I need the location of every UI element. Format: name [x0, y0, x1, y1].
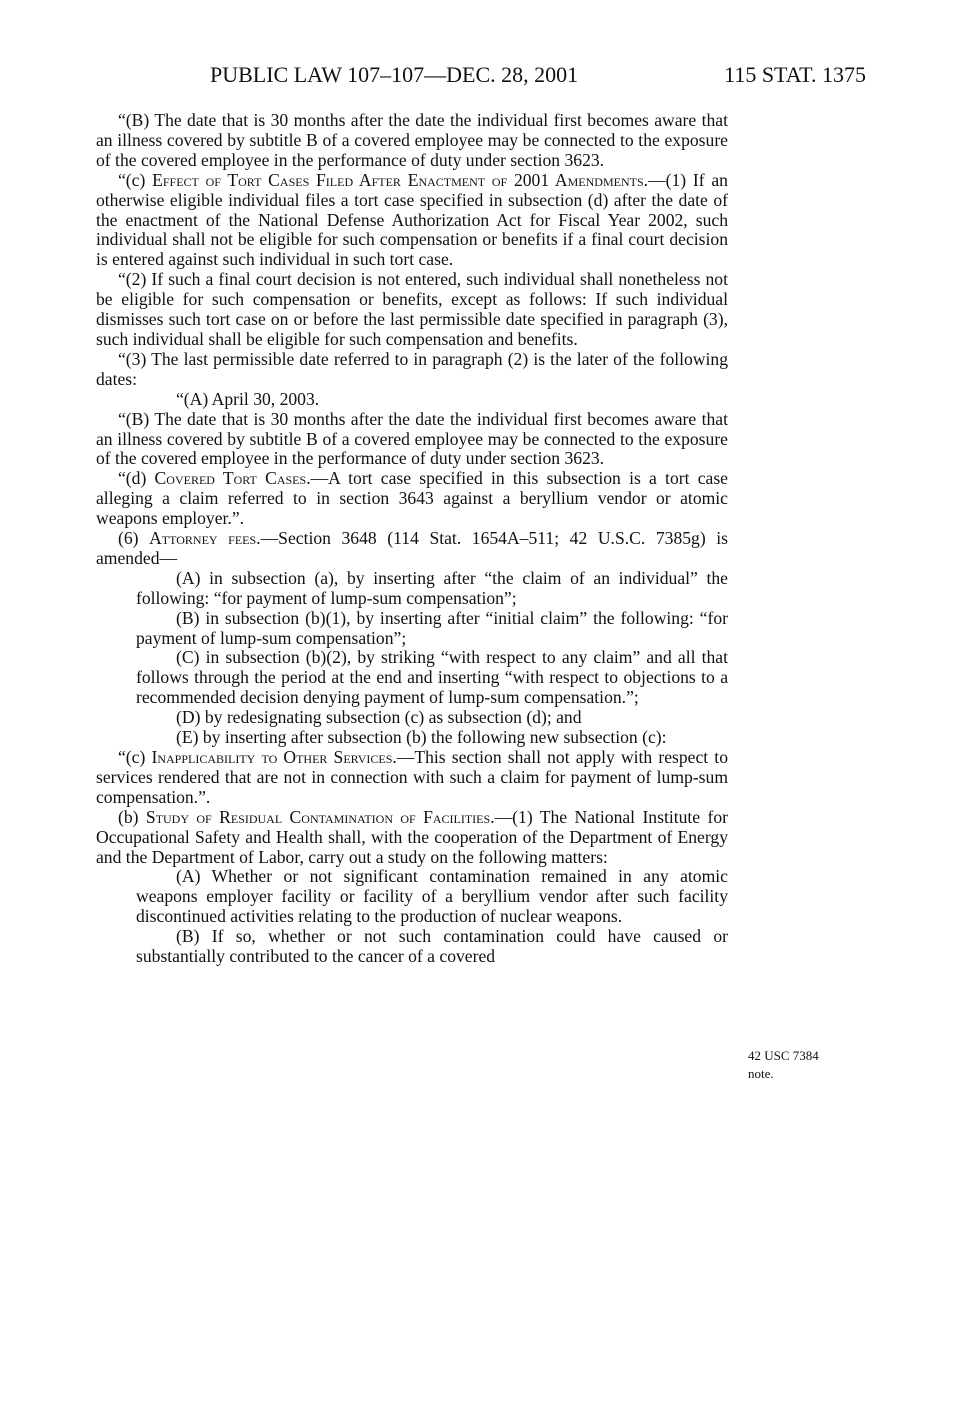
body-text	[96, 111, 728, 967]
margin-note	[748, 1047, 858, 1083]
paragraph-b-date: “(B) The date that is 30 months after the date the individual first becomes aware that an illness covered by subtitle B of a covered employee may be connected to the exposure of the covered employee in the performance of duty under section 3623.	[96, 110, 728, 170]
margin-note-citation: 42 USC 7384	[748, 1048, 819, 1063]
paragraph-c2-prefix: “(c)	[118, 747, 152, 767]
paragraph-6-heading: Attorney fees	[149, 528, 257, 549]
clause-b-cancer: (B) If so, whether or not such contamination could have caused or substantially contributed to the cancer of a covered	[136, 926, 728, 967]
paragraph-c-inapplicability	[96, 748, 728, 808]
clause-c-subsection-b2: (C) in subsection (b)(2), by striking “with respect to any claim” and all that follows through the period at the end and inserting “with respect to objections to a recommended decision denying payment of lump-sum compensation.”;	[136, 647, 728, 708]
paragraph-d-prefix: “(d)	[118, 468, 155, 489]
paragraph-c-effect-of-tort-cases	[96, 171, 728, 271]
clause-b-subsection-b1: (B) in subsection (b)(1), by inserting after “initial claim” the following: “for payment of lump-sum compensation”;	[136, 607, 728, 648]
paragraph-b-study	[96, 808, 728, 868]
paragraph-c-text: .—(1) If an otherwise eligible individual files a tort case specified in subsection (d) after the date of the enactment of the National Defense Authorization Act for Fiscal Year 2002, such individual shall not be eligible for such compensation or benefits if a final court decision is entered against such individual in such tort case.	[96, 169, 728, 270]
paragraph-b-study-text: .—(1) The National Institute for Occupational Safety and Health shall, with the cooperation of the Department of Energy and the Department of Labor, carry out a study on the following matters:	[96, 806, 728, 867]
paragraph-a-april-2003: “(A) April 30, 2003.	[176, 388, 320, 409]
paragraph-b-study-heading: Study of Residual Contamination of Facilities	[145, 806, 491, 827]
clause-a-contamination: (A) Whether or not significant contamination remained in any atomic weapons employer facility or facility of a beryllium vendor after such facility discontinued activities relating to the production of nuclear weapons.	[136, 866, 728, 927]
paragraph-3-last-permissible-date: “(3) The last permissible date referred to in paragraph (2) is the later of the following dates:	[96, 348, 728, 389]
paragraph-c2-text: .—This section shall not apply with respect to services rendered that are not in connection with such a claim for payment of lump-sum compensation.”.	[96, 747, 728, 807]
running-header-title: PUBLIC LAW 107–107—DEC. 28, 2001	[210, 62, 579, 87]
paragraph-c-heading: Effect of Tort Cases Filed After Enactment of 2001 Amendments	[152, 169, 644, 190]
paragraph-6-attorney-fees	[96, 529, 728, 569]
clause-a-subsection-a: (A) in subsection (a), by inserting after “the claim of an individual” the following: “for payment of lump-sum compensation”;	[136, 567, 728, 608]
clause-e-inserting: (E) by inserting after subsection (b) the following new subsection (c):	[176, 727, 667, 748]
paragraph-b-study-prefix: (b)	[118, 806, 146, 827]
paragraph-b-date-second: “(B) The date that is 30 months after the date the individual first becomes aware that an illness covered by subtitle B of a covered employee may be connected to the exposure of the covered employee in the performance of duty under section 3623.	[96, 408, 728, 469]
clause-d-redesignating: (D) by redesignating subsection (c) as subsection (d); and	[176, 707, 582, 728]
paragraph-d-heading: Covered Tort Cases	[154, 468, 307, 489]
margin-note-label: note.	[748, 1066, 774, 1081]
paragraph-6-prefix: (6)	[118, 528, 150, 549]
paragraph-2-final-decision: “(2) If such a final court decision is not entered, such individual shall nonetheless not be eligible for such compensation or benefits, except as follows: If such individual dismisses such tort case on or before the last permissible date specified in paragraph (3), such individual shall be eligible for such compensation and benefits.	[96, 269, 728, 349]
paragraph-6-text: .—Section 3648 (114 Stat. 1654A–511; 42 U.S.C. 7385g) is amended—	[96, 528, 728, 568]
paragraph-c2-heading: Inapplicability to Other Services	[151, 747, 393, 767]
paragraph-d-covered-tort-cases	[96, 469, 728, 529]
paragraph-c-prefix: “(c)	[118, 169, 153, 190]
paragraph-d-text: .—A tort case specified in this subsection is a tort case alleging a claim referred to in section 3643 against a beryllium vendor or atomic weapons employer.”.	[96, 468, 728, 529]
page-citation: 115 STAT. 1375	[724, 62, 866, 87]
